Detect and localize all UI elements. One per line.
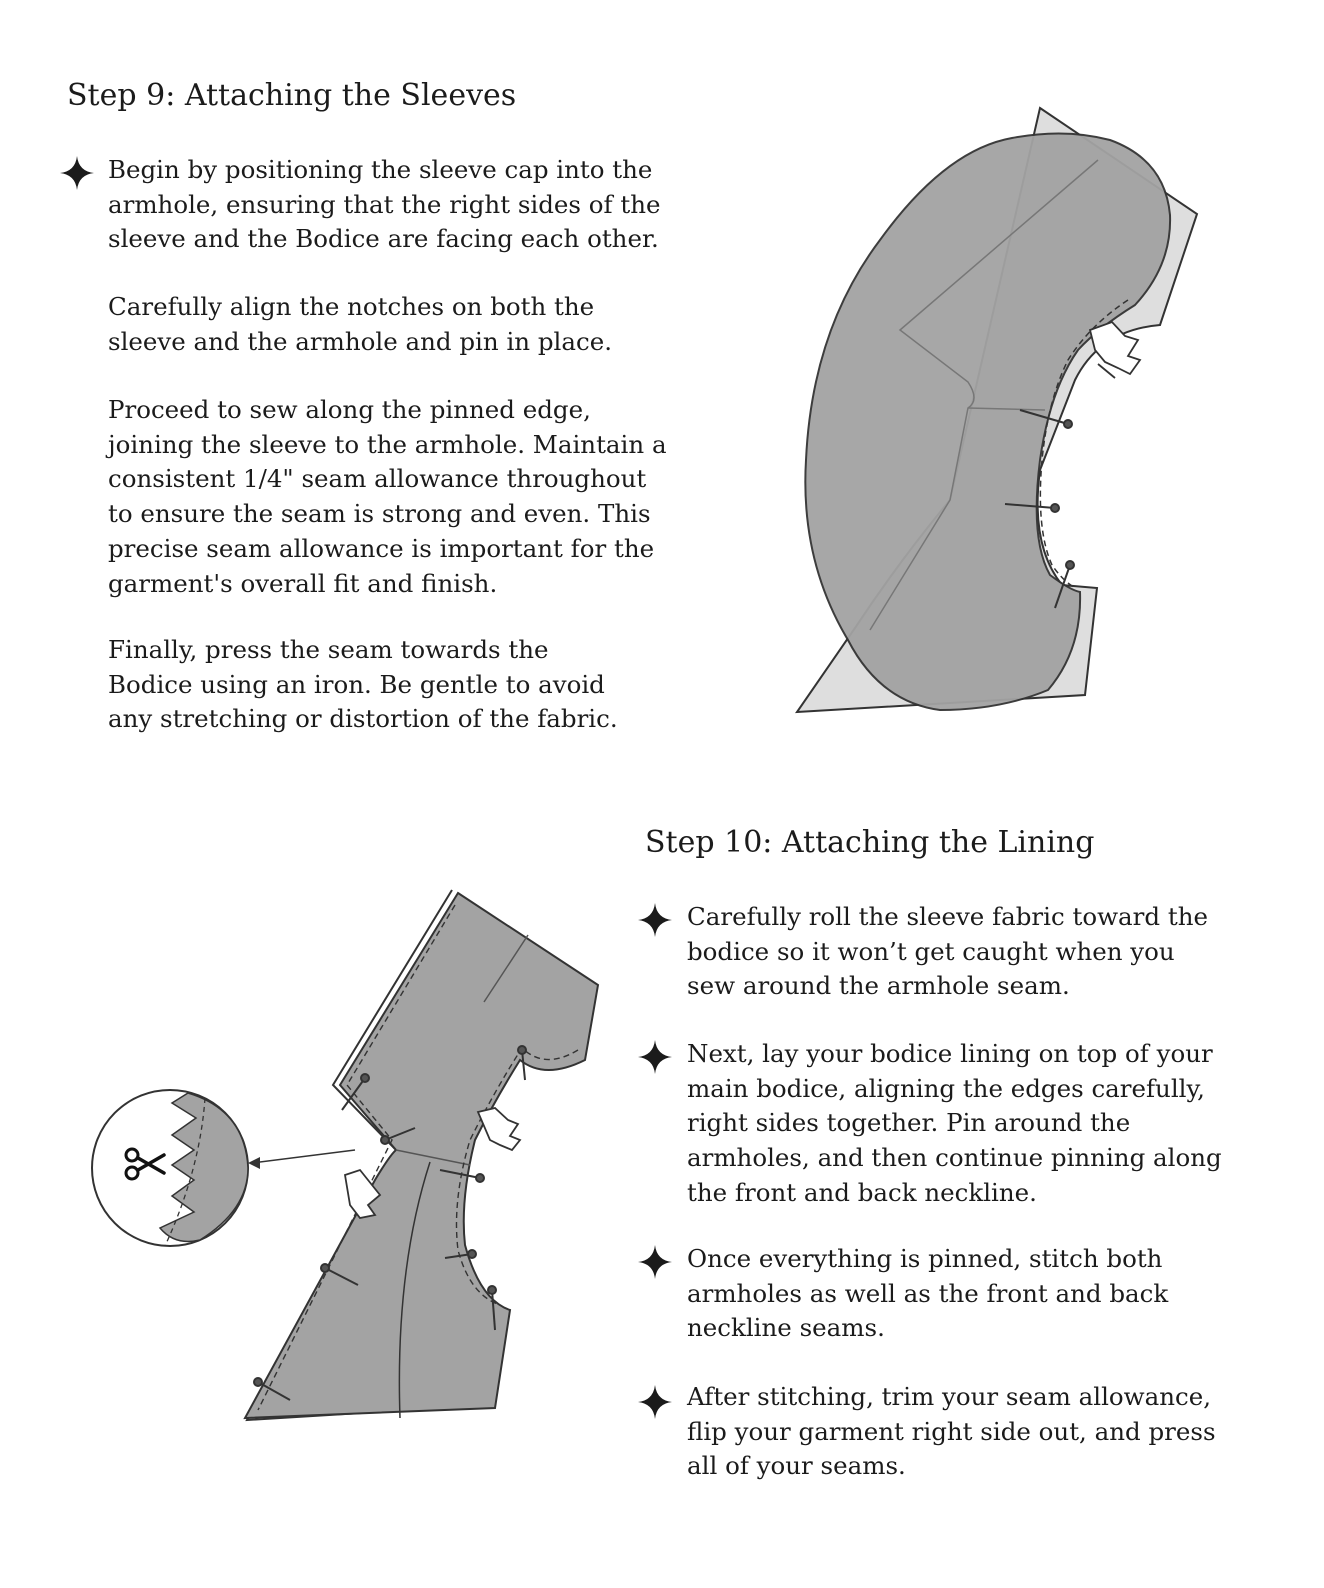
step-10-paragraph: Carefully roll the sleeve fabric toward the bodice so it won’t get caught when you sew around the armhole seam. bbox=[687, 902, 1208, 1001]
step-10-paragraph: After stitching, trim your seam allowance, flip your garment right side out, and press all of your seams. bbox=[687, 1382, 1216, 1481]
step-9-title: Step 9: Attaching the Sleeves bbox=[67, 78, 517, 113]
step-9-paragraph: Proceed to sew along the pinned edge, joining the sleeve to the armhole. Maintain a consistent 1/4" seam allowance throughout to ensure the seam is strong and even. This precise seam allowance is important for the garment's overall fit and finish. bbox=[108, 395, 667, 598]
step-10-title: Step 10: Attaching the Lining bbox=[645, 825, 1095, 860]
step-9-paragraph: Begin by positioning the sleeve cap into the armhole, ensuring that the right sides of the sleeve and the Bodice are facing each other. bbox=[108, 155, 661, 254]
step-10-paragraph: Next, lay your bodice lining on top of your main bodice, aligning the edges carefully, right sides together. Pin around the armholes, and then continue pinning along the front and back neckline. bbox=[687, 1039, 1222, 1207]
step-9-paragraph: Carefully align the notches on both the sleeve and the armhole and pin in place. bbox=[108, 292, 612, 356]
step-10-paragraph: Once everything is pinned, stitch both armholes as well as the front and back neckline seams. bbox=[687, 1244, 1169, 1343]
step-9-paragraph: Finally, press the seam towards the Bodice using an iron. Be gentle to avoid any stretching or distortion of the fabric. bbox=[108, 635, 618, 734]
